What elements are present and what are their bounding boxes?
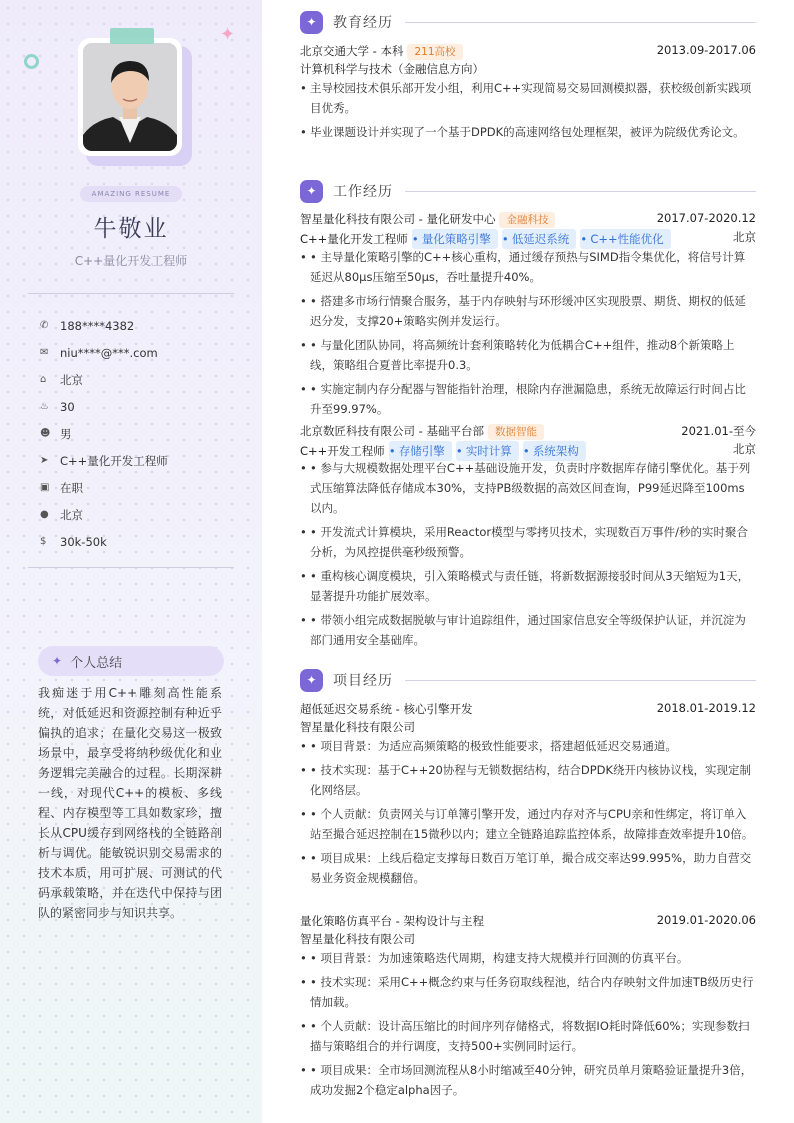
list-item: • • 重构核心调度模块，引入策略模式与责任链，将新数据源接驳时间从3天缩短为1天，显著提升功能扩展效率。 [300, 566, 756, 606]
list-item: • • 项目成果：上线后稳定支撑每日数百万笔订单，撮合成交率达99.995%，助力自营交易业务资金规模翻倍。 [300, 848, 756, 888]
resume-badge: AMAZING RESUME [80, 186, 182, 202]
info-phone: ✆ 188****4382 [40, 318, 135, 333]
job-header: 智星量化科技有限公司 - 量化研发中心 金融科技 2017.07-2020.12 [300, 211, 756, 226]
list-item: • • 主导量化策略引擎的C++核心重构，通过缓存预热与SIMD指令集优化，将信号计算延迟从80μs压缩至50μs，吞吐量提升40%。 [300, 247, 756, 287]
section-projects: ✦ 项目经历 [300, 668, 756, 692]
phone-icon: ✆ [40, 320, 49, 331]
list-item: • • 项目背景：为适应高频策略的极致性能要求，搭建超低延迟交易通道。 [300, 736, 756, 756]
avatar [83, 43, 177, 151]
sidebar [0, 0, 262, 1123]
briefcase-icon: ▣ [40, 482, 50, 493]
section-work: ✦ 工作经历 [300, 179, 756, 203]
skill-tag: • 实时计算 [456, 441, 519, 461]
summary-heading: ✦ 个人总结 [38, 646, 224, 676]
education-header: 北京交通大学 - 本科 211高校 2013.09-2017.06 [300, 43, 756, 58]
list-item: • • 个人贡献：设计高压缩比的时间序列存储格式，将数据IO耗时降低60%；实现参数扫描与策略组合的并行调度，支持500+实例同时运行。 [300, 1016, 756, 1056]
list-item: • • 参与大规模数据处理平台C++基础设施开发，负责时序数据库存储引擎优化。基于列式压缩算法降低存储成本30%，支持PB级数据的高效区间查询，P99延迟降至100ms以内。 [300, 458, 756, 518]
summary-text: 我痴迷于用C++雕刻高性能系统，对低延迟和资源控制有种近乎偏执的追求；在量化交易这一极致场景中，最享受将纳秒级优化和业务逻辑完美融合的过程。长期深耕一线，对现代C++的模板、多线程、内存模型等工具如数家珍，擅长从CPU缓存到网络栈的全链路剖析与调优。能敏锐识别交易需求的技术本质，用可扩展、可测试的代码承载策略，并在迭代中保持与团队的紧密同步与知识共享。 [38, 686, 222, 920]
project-org: 智星量化科技有限公司 [300, 932, 415, 946]
project-header: 量化策略仿真平台 - 架构设计与主程 2019.01-2020.06 [300, 913, 756, 928]
home-icon: ⌂ [40, 374, 47, 385]
project-bullets [300, 736, 756, 892]
divider [28, 293, 234, 294]
location-pin-icon: ● [40, 509, 49, 520]
sparkle-icon: ✦ [300, 669, 323, 692]
list-item: • 主导校园技术俱乐部开发小组，利用C++实现简易交易回测模拟器，获校级创新实践项目优秀。 [300, 78, 756, 118]
contact-info [40, 312, 168, 555]
list-item: • • 个人贡献：负责网关与订单簿引擎开发，通过内存对齐与CPU亲和性绑定，将订单入站至撮合延迟控制在15微秒以内；建立全链路追踪监控体系，故障排查效率提升10倍。 [300, 804, 756, 844]
skill-tag: • 存储引擎 [389, 441, 452, 461]
info-status: ▣ 在职 [40, 480, 83, 495]
list-item: • • 与量化团队协同，将高频统计套利策略转化为低耦合C++组件，推动8个新策略上线，策略组合夏普比率提升0.3。 [300, 335, 756, 375]
job-role: C++量化开发工程师• 量化策略引擎• 低延迟系统• C++性能优化 北京 [300, 229, 756, 247]
photo-tape [110, 28, 154, 44]
industry-tag: 金融科技 [499, 212, 555, 228]
profile-photo [78, 38, 186, 158]
list-item: • • 技术实现：基于C++20协程与无锁数据结构，结合DPDK绕开内核协议栈，实现定制化网络层。 [300, 760, 756, 800]
sparkle-icon: ✦ [300, 11, 323, 34]
job-role: C++开发工程师• 存储引擎• 实时计算• 系统架构 北京 [300, 441, 756, 459]
list-item: • 毕业课题设计并实现了一个基于DPDK的高速网络包处理框架，被评为院级优秀论文。 [300, 122, 756, 142]
sparkle-icon: ✦ [300, 180, 323, 203]
salary-icon: $ [40, 536, 47, 547]
info-city: ● 北京 [40, 507, 83, 522]
info-position: ➤ C++量化开发工程师 [40, 453, 168, 468]
list-item: • • 开发流式计算模块，采用Reactor模型与零拷贝技术，实现数百万事件/秒的实时聚合分析，为风控提供毫秒级预警。 [300, 522, 756, 562]
education-period: 2013.09-2017.06 [656, 43, 756, 57]
send-icon: ➤ [40, 455, 49, 466]
skill-tag: • 低延迟系统 [502, 229, 577, 249]
info-gender: ☻ 男 [40, 426, 72, 441]
info-home: ⌂ 北京 [40, 372, 83, 387]
divider [28, 567, 234, 568]
job-header: 北京数匠科技有限公司 - 基础平台部 数据智能 2021.01-至今 [300, 424, 756, 438]
mail-icon: ✉ [40, 347, 49, 358]
sparkle-icon: ✦ [220, 24, 236, 45]
gender-icon: ☻ [40, 428, 51, 439]
project-header: 超低延迟交易系统 - 核心引擎开发 2018.01-2019.12 [300, 701, 756, 716]
candidate-title: C++量化开发工程师 [74, 254, 188, 268]
section-education: ✦ 教育经历 [300, 10, 756, 34]
info-salary: $ 30k-50k [40, 534, 107, 549]
skill-tag: • C++性能优化 [580, 229, 670, 249]
job-bullets [300, 247, 756, 423]
education-major: 计算机科学与技术（金融信息方向） [300, 62, 484, 76]
list-item: • • 搭建多市场行情聚合服务，基于内存映射与环形缓冲区实现股票、期货、期权的低延迟分发，支撑20+策略实例并发运行。 [300, 291, 756, 331]
list-item: • • 带领小组完成数据脱敏与审计追踪组件，通过国家信息安全等级保护认证，并沉淀为部门通用安全基础库。 [300, 610, 756, 650]
education-bullets [300, 78, 756, 146]
list-item: • • 项目背景：为加速策略迭代周期，构建支持大规模并行回测的仿真平台。 [300, 948, 756, 968]
sparkle-icon: ✦ [52, 654, 63, 668]
school-tag: 211高校 [407, 44, 462, 60]
list-item: • • 实施定制内存分配器与智能指针治理，根除内存泄漏隐患，系统无故障运行时间占比升至99.97%。 [300, 379, 756, 419]
project-org: 智星量化科技有限公司 [300, 720, 415, 734]
info-email: ✉ niu****@***.com [40, 345, 158, 360]
industry-tag: 数据智能 [488, 424, 544, 440]
job-bullets [300, 458, 756, 654]
info-age: ♨ 30 [40, 399, 75, 414]
project-bullets [300, 948, 756, 1104]
skill-tag: • 系统架构 [523, 441, 586, 461]
list-item: • • 项目成果：全市场回测流程从8小时缩减至40分钟，研究员单月策略验证量提升3倍，成功发掘2个稳定alpha因子。 [300, 1060, 756, 1100]
cake-icon: ♨ [40, 401, 49, 412]
list-item: • • 技术实现：采用C++概念约束与任务窃取线程池，结合内存映射文件加速TB级历史行情加载。 [300, 972, 756, 1012]
skill-tag: • 量化策略引擎 [412, 229, 498, 249]
decorative-ring [24, 54, 39, 69]
candidate-name: 牛敬业 [93, 216, 169, 242]
